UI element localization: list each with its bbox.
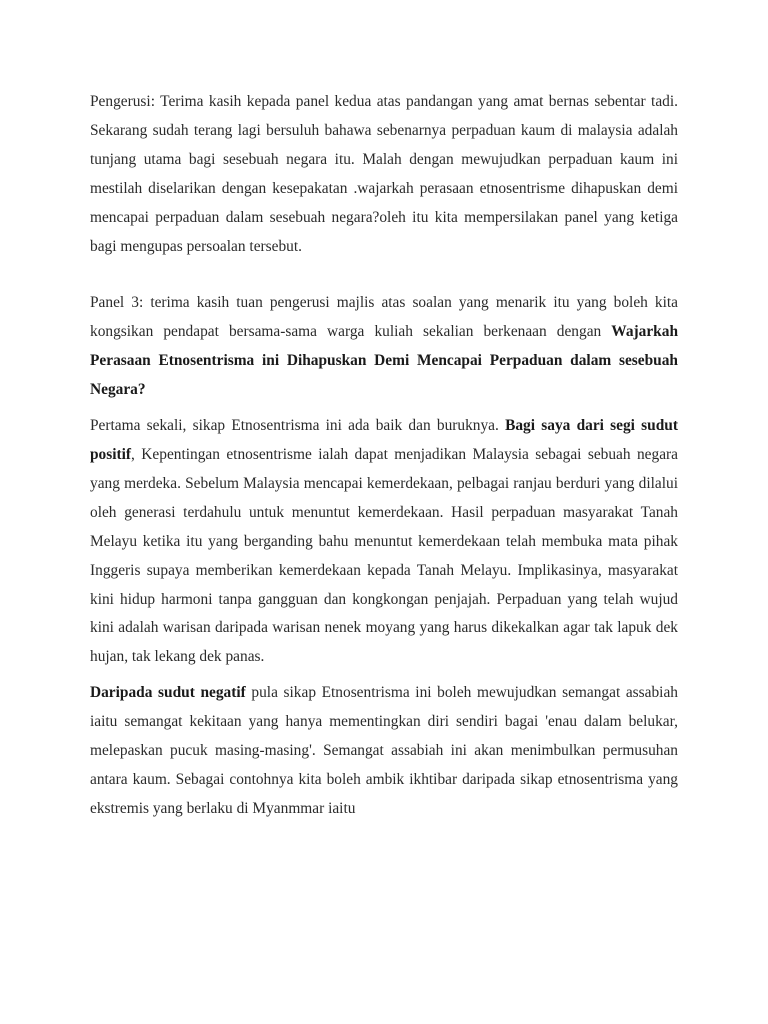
panel-3-paragraph — [90, 289, 678, 405]
document-page — [90, 88, 678, 824]
chairman-paragraph — [90, 88, 678, 261]
panel-3-intro: Panel 3: terima kasih tuan pengerusi majlis atas soalan yang menarik itu yang boleh kita kongsikan pendapat bersama-sama warga kuliah sekalian berkenaan dengan — [90, 294, 678, 341]
positive-intro: Pertama sekali, sikap Etnosentrisma ini ada baik dan buruknya. — [90, 417, 506, 435]
chairman-text: Pengerusi: Terima kasih kepada panel kedua atas pandangan yang amat bernas sebentar tadi. Sekarang sudah terang lagi bersuluh bahawa sebenarnya perpaduan kaum di malaysia adalah tunjang utama bagi sesebuah negara itu. Malah dengan mewujudkan perpaduan kaum ini mestilah diselarikan dengan kesepakatan .wajarkah perasaan etnosentrisme dihapuskan demi mencapai perpaduan dalam sesebuah negara?oleh itu kita mempersilakan panel yang ketiga bagi mengupas persoalan tersebut. — [90, 93, 678, 255]
positive-body: , Kepentingan etnosentrisme ialah dapat menjadikan Malaysia sebagai sebuah negara yang merdeka. Sebelum Malaysia mencapai kemerdekaan, pelbagai ranjau berduri yang dilalui oleh generasi terdahulu untuk menuntut kemerdekaan. Hasil perpaduan masyarakat Tanah Melayu ketika itu yang berganding bahu menuntut kemerdekaan telah membuka mata pihak Inggeris supaya memberikan kemerdekaan kepada Tanah Melayu. Implikasinya, masyarakat kini hidup harmoni tanpa gangguan dan kongkongan penjajah. Perpaduan yang telah wujud kini adalah warisan daripada warisan nenek moyang yang harus dikekalkan agar tak lapuk dek hujan, tak lekang dek panas. — [90, 445, 678, 666]
positive-heading: Bagi saya dari segi sudut positif — [90, 417, 678, 463]
paragraph-spacer — [90, 405, 678, 412]
paragraph-spacer — [90, 261, 678, 289]
panel-3-question: Wajarkah Perasaan Etnosentrisma ini Dihapuskan Demi Mencapai Perpaduan dalam sesebuah Negara? — [90, 323, 678, 399]
negative-body: pula sikap Etnosentrisma ini boleh mewujudkan semangat assabiah iaitu semangat kekitaan yang hanya mementingkan diri sendiri bagai 'enau dalam belukar, melepaskan pucuk masing-masing'. Semangat assabiah ini akan menimbulkan permusuhan antara kaum. Sebagai contohnya kita boleh ambik ikhtibar daripada sikap etnosentrisma yang ekstremis yang berlaku di Myanmmar iaitu — [90, 684, 678, 817]
negative-heading: Daripada sudut negatif — [90, 684, 246, 702]
negative-paragraph — [90, 679, 678, 824]
paragraph-spacer — [90, 672, 678, 679]
positive-paragraph — [90, 412, 678, 672]
